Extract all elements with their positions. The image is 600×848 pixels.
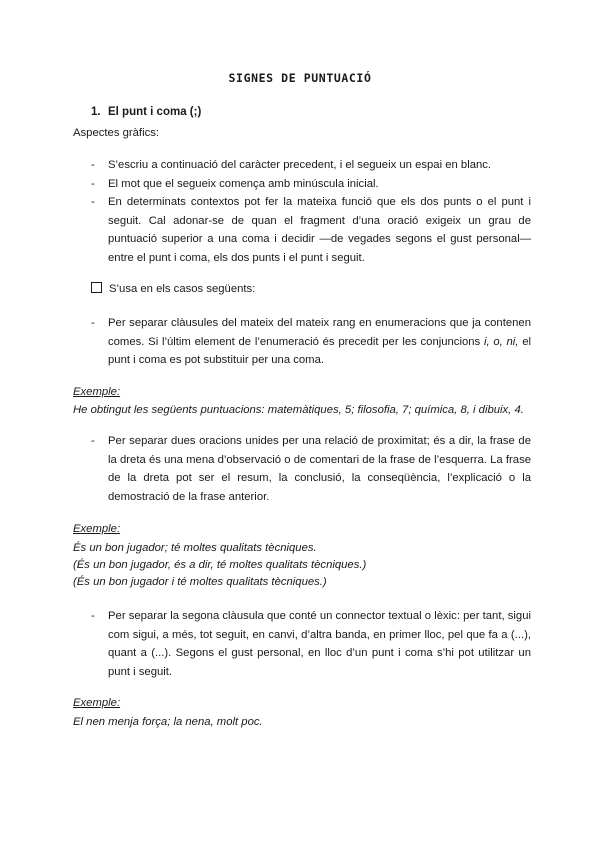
bullet-dash: - [91, 177, 95, 190]
use-1-text-after: el punt i coma es pot substituir per una coma. [108, 335, 531, 367]
list-item [91, 156, 531, 175]
example-sentence: (És un bon jugador, és a dir, té moltes qualitats tècniques.) [73, 559, 367, 571]
graphic-aspects-list [91, 156, 531, 268]
section-heading-text: El punt i coma (;) [108, 106, 202, 118]
bullet-dash: - [91, 435, 95, 447]
list-item [91, 432, 531, 506]
example-label: Exemple: [73, 523, 121, 535]
section-number: 1. [91, 106, 101, 118]
use-1-text-before: Per separar clàusules del mateix del mateix rang en enumeracions que ja contenen comes. Si l’últim element de l’enumeració és precedit per les conjuncions [108, 317, 531, 348]
example-sentence: El nen menja força; la nena, molt poc. [73, 716, 263, 728]
bullet-dash: - [91, 159, 95, 171]
example-sentence: És un bon jugador; té moltes qualitats tècniques. [73, 542, 317, 554]
bullet-text: El mot que el segueix comença amb minúscula inicial. [108, 177, 379, 190]
bullet-text: Per separar dues oracions unides per una relació de proximitat; és a dir, la frase de la dreta és una mena d’observació o de comentari de la frase de l’esquerra. La frase de la dreta pot ser el resum, la conclusió, la conseqüència, l’explicació o la demostració de la frase anterior. [108, 435, 531, 503]
bullet-text: Per separar la segona clàusula que conté un connector textual o lèxic: per tant, sigui com sigui, a més, tot seguit, en canvi, d’altra banda, en primer lloc, pel que fa a (...), quant a (...). Segons el gust personal, en lloc d’un punt i coma s’hi pot utilitzar un punt i seguit. [108, 610, 531, 678]
use-1-conjunctions: i, o, ni, [483, 335, 519, 348]
aspects-label: Aspectes gràfics: [73, 127, 160, 139]
bullet-text [108, 314, 531, 370]
example-sentence: He obtingut les següents puntuacions: matemàtiques, 5; filosofia, 7; química, 8, i dibuix, 4. [73, 404, 524, 416]
bullet-dash: - [91, 196, 95, 209]
uses-heading [91, 280, 255, 299]
use-1-list [91, 314, 531, 370]
page-title: SIGNES DE PUNTUACIÓ [228, 71, 372, 85]
use-2-list [91, 432, 531, 506]
bullet-dash: - [91, 317, 95, 329]
use-3-list [91, 607, 531, 681]
list-item [91, 193, 531, 267]
example-sentence: (És un bon jugador i té moltes qualitats tècniques.) [73, 576, 327, 588]
section-heading [91, 106, 201, 118]
list-item [91, 175, 531, 194]
uses-label: S’usa en els casos següents: [109, 283, 256, 295]
bullet-text: S’escriu a continuació del caràcter precedent, i el segueix un espai en blanc. [108, 159, 492, 171]
example-label: Exemple: [73, 697, 121, 709]
bullet-text: En determinats contextos pot fer la mateixa funció que els dos punts o el punt i seguit. Cal adonar-se de quan el fragment d’una oració exigeix un grau de puntuació superior a una coma i decidir —de vegades segons el gust personal— entre el punt i coma, els dos punts i el punt i seguit. [108, 196, 531, 264]
list-item [91, 314, 531, 370]
bullet-dash: - [91, 610, 95, 622]
list-item [91, 607, 531, 681]
checkbox-icon [91, 282, 102, 293]
example-label: Exemple: [73, 386, 121, 398]
